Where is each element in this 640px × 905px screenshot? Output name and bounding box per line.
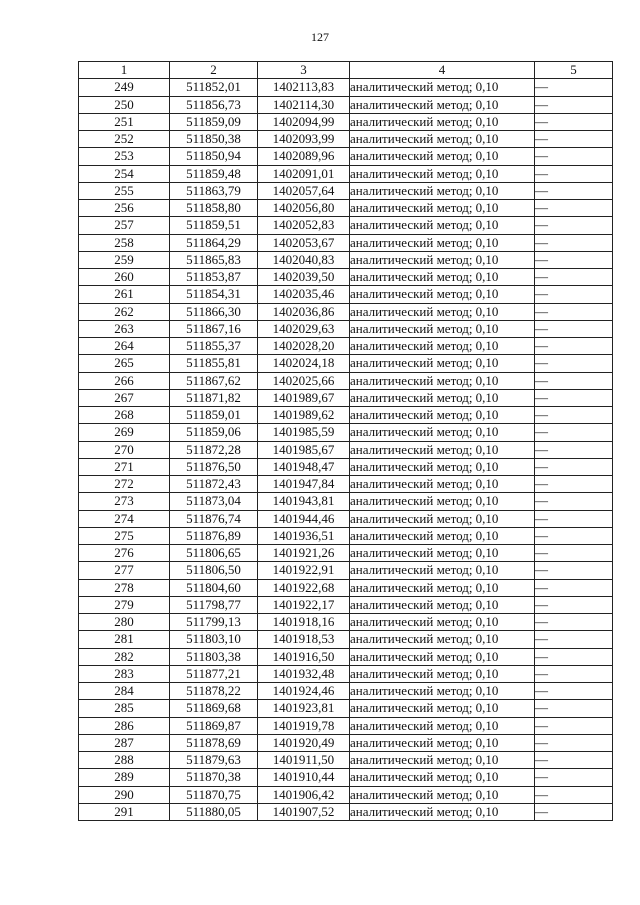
table-row xyxy=(79,493,613,510)
column-header-x: 2 xyxy=(170,62,258,79)
note-cell: — xyxy=(535,734,613,751)
method-accuracy-cell: аналитический метод; 0,10 xyxy=(350,303,535,320)
method-accuracy-cell: аналитический метод; 0,10 xyxy=(350,665,535,682)
y-coordinate-cell: 1402057,64 xyxy=(258,182,350,199)
x-coordinate-cell: 511803,38 xyxy=(170,648,258,665)
y-coordinate-cell: 1402028,20 xyxy=(258,338,350,355)
point-number-cell: 281 xyxy=(79,631,170,648)
table-row xyxy=(79,476,613,493)
table-body xyxy=(79,79,613,821)
table-row xyxy=(79,286,613,303)
method-accuracy-cell: аналитический метод; 0,10 xyxy=(350,113,535,130)
x-coordinate-cell: 511865,83 xyxy=(170,251,258,268)
note-cell: — xyxy=(535,631,613,648)
note-cell: — xyxy=(535,579,613,596)
method-accuracy-cell: аналитический метод; 0,10 xyxy=(350,648,535,665)
table-row xyxy=(79,182,613,199)
y-coordinate-cell: 1402093,99 xyxy=(258,131,350,148)
method-accuracy-cell: аналитический метод; 0,10 xyxy=(350,562,535,579)
table-row xyxy=(79,614,613,631)
point-number-cell: 260 xyxy=(79,269,170,286)
method-accuracy-cell: аналитический метод; 0,10 xyxy=(350,441,535,458)
x-coordinate-cell: 511871,82 xyxy=(170,389,258,406)
note-cell: — xyxy=(535,700,613,717)
note-cell: — xyxy=(535,407,613,424)
method-accuracy-cell: аналитический метод; 0,10 xyxy=(350,683,535,700)
y-coordinate-cell: 1402035,46 xyxy=(258,286,350,303)
method-accuracy-cell: аналитический метод; 0,10 xyxy=(350,286,535,303)
y-coordinate-cell: 1402053,67 xyxy=(258,234,350,251)
note-cell: — xyxy=(535,424,613,441)
point-number-cell: 279 xyxy=(79,596,170,613)
point-number-cell: 267 xyxy=(79,389,170,406)
y-coordinate-cell: 1401948,47 xyxy=(258,458,350,475)
point-number-cell: 285 xyxy=(79,700,170,717)
x-coordinate-cell: 511863,79 xyxy=(170,182,258,199)
y-coordinate-cell: 1401918,53 xyxy=(258,631,350,648)
header-row xyxy=(79,62,613,79)
x-coordinate-cell: 511859,06 xyxy=(170,424,258,441)
x-coordinate-cell: 511853,87 xyxy=(170,269,258,286)
x-coordinate-cell: 511799,13 xyxy=(170,614,258,631)
point-number-cell: 264 xyxy=(79,338,170,355)
table-row xyxy=(79,96,613,113)
point-number-cell: 263 xyxy=(79,320,170,337)
method-accuracy-cell: аналитический метод; 0,10 xyxy=(350,96,535,113)
point-number-cell: 256 xyxy=(79,200,170,217)
y-coordinate-cell: 1402024,18 xyxy=(258,355,350,372)
x-coordinate-cell: 511866,30 xyxy=(170,303,258,320)
note-cell: — xyxy=(535,113,613,130)
point-number-cell: 291 xyxy=(79,803,170,820)
method-accuracy-cell: аналитический метод; 0,10 xyxy=(350,355,535,372)
y-coordinate-cell: 1402036,86 xyxy=(258,303,350,320)
column-header-y: 3 xyxy=(258,62,350,79)
x-coordinate-cell: 511859,09 xyxy=(170,113,258,130)
method-accuracy-cell: аналитический метод; 0,10 xyxy=(350,510,535,527)
table-row xyxy=(79,389,613,406)
table-row xyxy=(79,562,613,579)
method-accuracy-cell: аналитический метод; 0,10 xyxy=(350,786,535,803)
y-coordinate-cell: 1401920,49 xyxy=(258,734,350,751)
y-coordinate-cell: 1402025,66 xyxy=(258,372,350,389)
x-coordinate-cell: 511859,01 xyxy=(170,407,258,424)
column-header-method: 4 xyxy=(350,62,535,79)
note-cell: — xyxy=(535,389,613,406)
y-coordinate-cell: 1401906,42 xyxy=(258,786,350,803)
point-number-cell: 280 xyxy=(79,614,170,631)
note-cell: — xyxy=(535,131,613,148)
point-number-cell: 282 xyxy=(79,648,170,665)
x-coordinate-cell: 511872,43 xyxy=(170,476,258,493)
table-row xyxy=(79,717,613,734)
x-coordinate-cell: 511856,73 xyxy=(170,96,258,113)
note-cell: — xyxy=(535,303,613,320)
point-number-cell: 266 xyxy=(79,372,170,389)
x-coordinate-cell: 511872,28 xyxy=(170,441,258,458)
method-accuracy-cell: аналитический метод; 0,10 xyxy=(350,320,535,337)
point-number-cell: 277 xyxy=(79,562,170,579)
method-accuracy-cell: аналитический метод; 0,10 xyxy=(350,545,535,562)
x-coordinate-cell: 511859,48 xyxy=(170,165,258,182)
note-cell: — xyxy=(535,441,613,458)
note-cell: — xyxy=(535,234,613,251)
method-accuracy-cell: аналитический метод; 0,10 xyxy=(350,372,535,389)
x-coordinate-cell: 511867,16 xyxy=(170,320,258,337)
method-accuracy-cell: аналитический метод; 0,10 xyxy=(350,389,535,406)
y-coordinate-cell: 1401922,91 xyxy=(258,562,350,579)
note-cell: — xyxy=(535,717,613,734)
y-coordinate-cell: 1401989,67 xyxy=(258,389,350,406)
point-number-cell: 276 xyxy=(79,545,170,562)
y-coordinate-cell: 1401919,78 xyxy=(258,717,350,734)
table-row xyxy=(79,769,613,786)
x-coordinate-cell: 511873,04 xyxy=(170,493,258,510)
method-accuracy-cell: аналитический метод; 0,10 xyxy=(350,79,535,96)
table-row xyxy=(79,79,613,96)
method-accuracy-cell: аналитический метод; 0,10 xyxy=(350,734,535,751)
x-coordinate-cell: 511854,31 xyxy=(170,286,258,303)
point-number-cell: 261 xyxy=(79,286,170,303)
note-cell: — xyxy=(535,614,613,631)
y-coordinate-cell: 1401923,81 xyxy=(258,700,350,717)
y-coordinate-cell: 1401922,17 xyxy=(258,596,350,613)
y-coordinate-cell: 1401921,26 xyxy=(258,545,350,562)
note-cell: — xyxy=(535,562,613,579)
y-coordinate-cell: 1401936,51 xyxy=(258,527,350,544)
table-row xyxy=(79,683,613,700)
x-coordinate-cell: 511876,50 xyxy=(170,458,258,475)
note-cell: — xyxy=(535,596,613,613)
method-accuracy-cell: аналитический метод; 0,10 xyxy=(350,752,535,769)
note-cell: — xyxy=(535,96,613,113)
point-number-cell: 251 xyxy=(79,113,170,130)
table-row xyxy=(79,458,613,475)
method-accuracy-cell: аналитический метод; 0,10 xyxy=(350,803,535,820)
point-number-cell: 272 xyxy=(79,476,170,493)
column-header-note: 5 xyxy=(535,62,613,79)
x-coordinate-cell: 511880,05 xyxy=(170,803,258,820)
x-coordinate-cell: 511878,22 xyxy=(170,683,258,700)
note-cell: — xyxy=(535,786,613,803)
note-cell: — xyxy=(535,148,613,165)
point-number-cell: 283 xyxy=(79,665,170,682)
method-accuracy-cell: аналитический метод; 0,10 xyxy=(350,700,535,717)
note-cell: — xyxy=(535,251,613,268)
y-coordinate-cell: 1401924,46 xyxy=(258,683,350,700)
table-row xyxy=(79,596,613,613)
note-cell: — xyxy=(535,769,613,786)
point-number-cell: 255 xyxy=(79,182,170,199)
note-cell: — xyxy=(535,320,613,337)
note-cell: — xyxy=(535,493,613,510)
method-accuracy-cell: аналитический метод; 0,10 xyxy=(350,407,535,424)
x-coordinate-cell: 511804,60 xyxy=(170,579,258,596)
x-coordinate-cell: 511867,62 xyxy=(170,372,258,389)
method-accuracy-cell: аналитический метод; 0,10 xyxy=(350,165,535,182)
y-coordinate-cell: 1401985,59 xyxy=(258,424,350,441)
table-row xyxy=(79,631,613,648)
x-coordinate-cell: 511878,69 xyxy=(170,734,258,751)
point-number-cell: 254 xyxy=(79,165,170,182)
y-coordinate-cell: 1401910,44 xyxy=(258,769,350,786)
method-accuracy-cell: аналитический метод; 0,10 xyxy=(350,769,535,786)
note-cell: — xyxy=(535,79,613,96)
table-row xyxy=(79,338,613,355)
point-number-cell: 253 xyxy=(79,148,170,165)
method-accuracy-cell: аналитический метод; 0,10 xyxy=(350,234,535,251)
method-accuracy-cell: аналитический метод; 0,10 xyxy=(350,217,535,234)
y-coordinate-cell: 1401989,62 xyxy=(258,407,350,424)
y-coordinate-cell: 1401907,52 xyxy=(258,803,350,820)
method-accuracy-cell: аналитический метод; 0,10 xyxy=(350,251,535,268)
note-cell: — xyxy=(535,338,613,355)
note-cell: — xyxy=(535,683,613,700)
table-row xyxy=(79,148,613,165)
x-coordinate-cell: 511798,77 xyxy=(170,596,258,613)
y-coordinate-cell: 1402040,83 xyxy=(258,251,350,268)
method-accuracy-cell: аналитический метод; 0,10 xyxy=(350,493,535,510)
point-number-cell: 274 xyxy=(79,510,170,527)
point-number-cell: 275 xyxy=(79,527,170,544)
table-row xyxy=(79,510,613,527)
x-coordinate-cell: 511877,21 xyxy=(170,665,258,682)
note-cell: — xyxy=(535,545,613,562)
point-number-cell: 249 xyxy=(79,79,170,96)
method-accuracy-cell: аналитический метод; 0,10 xyxy=(350,148,535,165)
method-accuracy-cell: аналитический метод; 0,10 xyxy=(350,200,535,217)
table-row xyxy=(79,786,613,803)
y-coordinate-cell: 1402039,50 xyxy=(258,269,350,286)
note-cell: — xyxy=(535,165,613,182)
table-row xyxy=(79,303,613,320)
x-coordinate-cell: 511870,38 xyxy=(170,769,258,786)
table-row xyxy=(79,113,613,130)
method-accuracy-cell: аналитический метод; 0,10 xyxy=(350,527,535,544)
coordinates-table xyxy=(78,61,613,821)
x-coordinate-cell: 511806,50 xyxy=(170,562,258,579)
method-accuracy-cell: аналитический метод; 0,10 xyxy=(350,458,535,475)
method-accuracy-cell: аналитический метод; 0,10 xyxy=(350,596,535,613)
point-number-cell: 273 xyxy=(79,493,170,510)
point-number-cell: 262 xyxy=(79,303,170,320)
table-row xyxy=(79,320,613,337)
table-row xyxy=(79,165,613,182)
x-coordinate-cell: 511869,68 xyxy=(170,700,258,717)
x-coordinate-cell: 511876,74 xyxy=(170,510,258,527)
table-row xyxy=(79,200,613,217)
note-cell: — xyxy=(535,648,613,665)
note-cell: — xyxy=(535,355,613,372)
table-row xyxy=(79,217,613,234)
point-number-cell: 290 xyxy=(79,786,170,803)
point-number-cell: 268 xyxy=(79,407,170,424)
y-coordinate-cell: 1401932,48 xyxy=(258,665,350,682)
x-coordinate-cell: 511850,38 xyxy=(170,131,258,148)
y-coordinate-cell: 1401911,50 xyxy=(258,752,350,769)
method-accuracy-cell: аналитический метод; 0,10 xyxy=(350,476,535,493)
table-row xyxy=(79,752,613,769)
note-cell: — xyxy=(535,286,613,303)
x-coordinate-cell: 511855,81 xyxy=(170,355,258,372)
y-coordinate-cell: 1401922,68 xyxy=(258,579,350,596)
x-coordinate-cell: 511803,10 xyxy=(170,631,258,648)
x-coordinate-cell: 511864,29 xyxy=(170,234,258,251)
table-row xyxy=(79,665,613,682)
note-cell: — xyxy=(535,200,613,217)
point-number-cell: 257 xyxy=(79,217,170,234)
y-coordinate-cell: 1402114,30 xyxy=(258,96,350,113)
point-number-cell: 287 xyxy=(79,734,170,751)
point-number-cell: 258 xyxy=(79,234,170,251)
table-row xyxy=(79,407,613,424)
point-number-cell: 270 xyxy=(79,441,170,458)
table-row xyxy=(79,545,613,562)
table-row xyxy=(79,700,613,717)
x-coordinate-cell: 511850,94 xyxy=(170,148,258,165)
y-coordinate-cell: 1401947,84 xyxy=(258,476,350,493)
table-row xyxy=(79,355,613,372)
note-cell: — xyxy=(535,269,613,286)
table-row xyxy=(79,441,613,458)
table-row xyxy=(79,234,613,251)
table-row xyxy=(79,734,613,751)
y-coordinate-cell: 1402091,01 xyxy=(258,165,350,182)
note-cell: — xyxy=(535,458,613,475)
point-number-cell: 284 xyxy=(79,683,170,700)
note-cell: — xyxy=(535,527,613,544)
column-header-point: 1 xyxy=(79,62,170,79)
method-accuracy-cell: аналитический метод; 0,10 xyxy=(350,269,535,286)
y-coordinate-cell: 1402052,83 xyxy=(258,217,350,234)
y-coordinate-cell: 1401916,50 xyxy=(258,648,350,665)
x-coordinate-cell: 511852,01 xyxy=(170,79,258,96)
y-coordinate-cell: 1401985,67 xyxy=(258,441,350,458)
method-accuracy-cell: аналитический метод; 0,10 xyxy=(350,579,535,596)
point-number-cell: 269 xyxy=(79,424,170,441)
x-coordinate-cell: 511806,65 xyxy=(170,545,258,562)
table-row xyxy=(79,251,613,268)
y-coordinate-cell: 1402056,80 xyxy=(258,200,350,217)
method-accuracy-cell: аналитический метод; 0,10 xyxy=(350,717,535,734)
point-number-cell: 250 xyxy=(79,96,170,113)
y-coordinate-cell: 1402029,63 xyxy=(258,320,350,337)
point-number-cell: 265 xyxy=(79,355,170,372)
y-coordinate-cell: 1401918,16 xyxy=(258,614,350,631)
note-cell: — xyxy=(535,372,613,389)
page-number: 127 xyxy=(311,30,329,44)
point-number-cell: 278 xyxy=(79,579,170,596)
y-coordinate-cell: 1402089,96 xyxy=(258,148,350,165)
table-row xyxy=(79,803,613,820)
note-cell: — xyxy=(535,665,613,682)
point-number-cell: 289 xyxy=(79,769,170,786)
method-accuracy-cell: аналитический метод; 0,10 xyxy=(350,424,535,441)
x-coordinate-cell: 511870,75 xyxy=(170,786,258,803)
note-cell: — xyxy=(535,217,613,234)
table-row xyxy=(79,648,613,665)
table-row xyxy=(79,131,613,148)
method-accuracy-cell: аналитический метод; 0,10 xyxy=(350,631,535,648)
x-coordinate-cell: 511859,51 xyxy=(170,217,258,234)
x-coordinate-cell: 511869,87 xyxy=(170,717,258,734)
note-cell: — xyxy=(535,476,613,493)
point-number-cell: 271 xyxy=(79,458,170,475)
table-row xyxy=(79,424,613,441)
x-coordinate-cell: 511858,80 xyxy=(170,200,258,217)
method-accuracy-cell: аналитический метод; 0,10 xyxy=(350,182,535,199)
point-number-cell: 288 xyxy=(79,752,170,769)
method-accuracy-cell: аналитический метод; 0,10 xyxy=(350,338,535,355)
note-cell: — xyxy=(535,510,613,527)
x-coordinate-cell: 511855,37 xyxy=(170,338,258,355)
y-coordinate-cell: 1402113,83 xyxy=(258,79,350,96)
table-row xyxy=(79,372,613,389)
point-number-cell: 286 xyxy=(79,717,170,734)
note-cell: — xyxy=(535,752,613,769)
y-coordinate-cell: 1401943,81 xyxy=(258,493,350,510)
table-row xyxy=(79,269,613,286)
note-cell: — xyxy=(535,182,613,199)
x-coordinate-cell: 511879,63 xyxy=(170,752,258,769)
method-accuracy-cell: аналитический метод; 0,10 xyxy=(350,614,535,631)
note-cell: — xyxy=(535,803,613,820)
method-accuracy-cell: аналитический метод; 0,10 xyxy=(350,131,535,148)
y-coordinate-cell: 1401944,46 xyxy=(258,510,350,527)
x-coordinate-cell: 511876,89 xyxy=(170,527,258,544)
table-row xyxy=(79,579,613,596)
point-number-cell: 252 xyxy=(79,131,170,148)
table-row xyxy=(79,527,613,544)
point-number-cell: 259 xyxy=(79,251,170,268)
y-coordinate-cell: 1402094,99 xyxy=(258,113,350,130)
